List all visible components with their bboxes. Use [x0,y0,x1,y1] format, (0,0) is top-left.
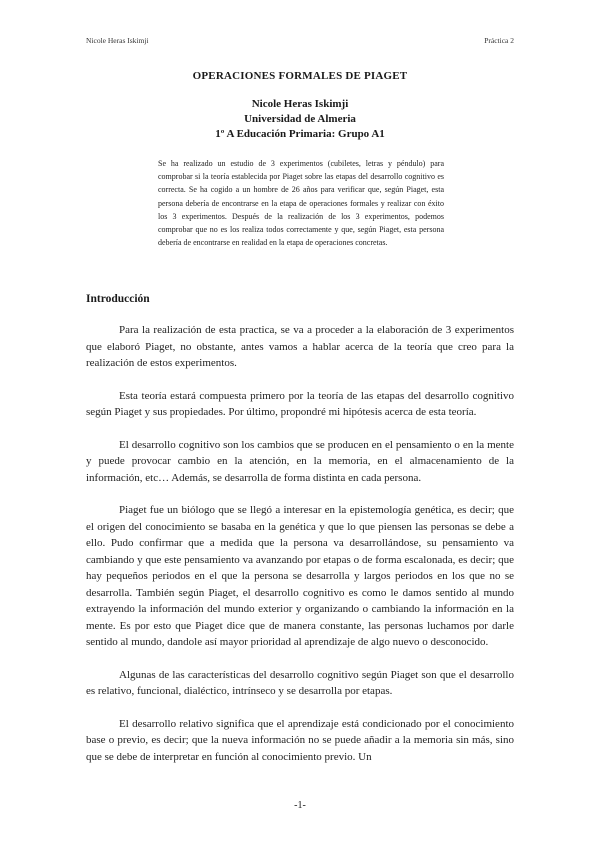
author-name: Nicole Heras Iskimji [251,98,349,110]
paragraph: Esta teoría estará compuesta primero por la teoría de las etapas del desarrollo cognitivo según Piaget y sus propiedades. Por último, propondré mi hipótesis acerca de esta teoría. [86,389,514,418]
body-text [86,322,514,781]
page-number: -1- [294,800,306,811]
document-title: OPERACIONES FORMALES DE PIAGET [192,70,408,82]
paragraph: El desarrollo cognitivo son los cambios que se producen en el pensamiento o en la mente y puede provocar cambio en la atención, en la memoria, en el almacenamiento de la información, etc… Además, se desarrolla de forma distinta en cada persona. [86,438,514,484]
title-block [86,70,514,142]
paragraph: Para la realización de esta practica, se va a proceder a la elaboración de 3 experimentos que elaboró Piaget, no obstante, antes vamos a hablar acerca de la teoría que creo para la realización de estos experimentos. [86,324,514,369]
course: 1º A Educación Primaria: Grupo A1 [215,128,385,140]
paragraph: El desarrollo relativo significa que el aprendizaje está condicionado por el conocimiento base o previo, es decir; que la nueva información no se puede añadir a la memoria sin más, sino que se debe de interpretar en función al conocimiento previo. Un [86,717,514,763]
paragraph: Piaget fue un biólogo que se llegó a interesar en la epistemología genética, es decir; que el origen del conocimiento se basaba en la genética y que lo que piensen las personas se debe a ello. Pudo confirmar que a medida que la persona va desarrollándose, su pensamiento va cambiando y que este pensamiento va avanzando por etapas o de forma escalonada, es decir; que hay pequeños periodos en el que la persona se desarrolla y largos periodos en los que no se desarrolla. También según Piaget, el desarrollo cognitivo es como le damos sentido al mundo extrayendo la información del mundo exterior y organizando o cambiando la información en la mente. Es por esto que Piaget dice que de manera constante, las personas luchamos por darle sentido al mundo, dandole así mayor prioridad al aprendizaje de algo nuevo o desconocido. [86,504,514,648]
paragraph: Algunas de las características del desarrollo cognitivo según Piaget son que el desarrollo es relativo, funcional, dialéctico, intrínseco y se desarrolla por etapas. [86,668,514,697]
university: Universidad de Almeria [244,113,356,125]
running-header-author: Nicole Heras Iskimji [86,36,149,45]
running-header-label: Práctica 2 [484,36,514,45]
abstract: Se ha realizado un estudio de 3 experimentos (cubiletes, letras y péndulo) para comprobar si la teoría establecida por Piaget sobre las etapas del desarrollo cognitivo es correcta. Se ha cogido a un hombre de 26 años para verificar que, según Piaget, esta persona debería de encontrarse en la etapa de operaciones formales y realizar con éxito los 3 experimentos. Después de la realización de los 3 experimentos, podemos comprobar que no es los realiza todos correctamente y que, según Piaget, esta persona debería de encontrarse en realidad en la etapa de operaciones concretas. [158,159,444,248]
section-heading: Introducción [86,293,150,305]
